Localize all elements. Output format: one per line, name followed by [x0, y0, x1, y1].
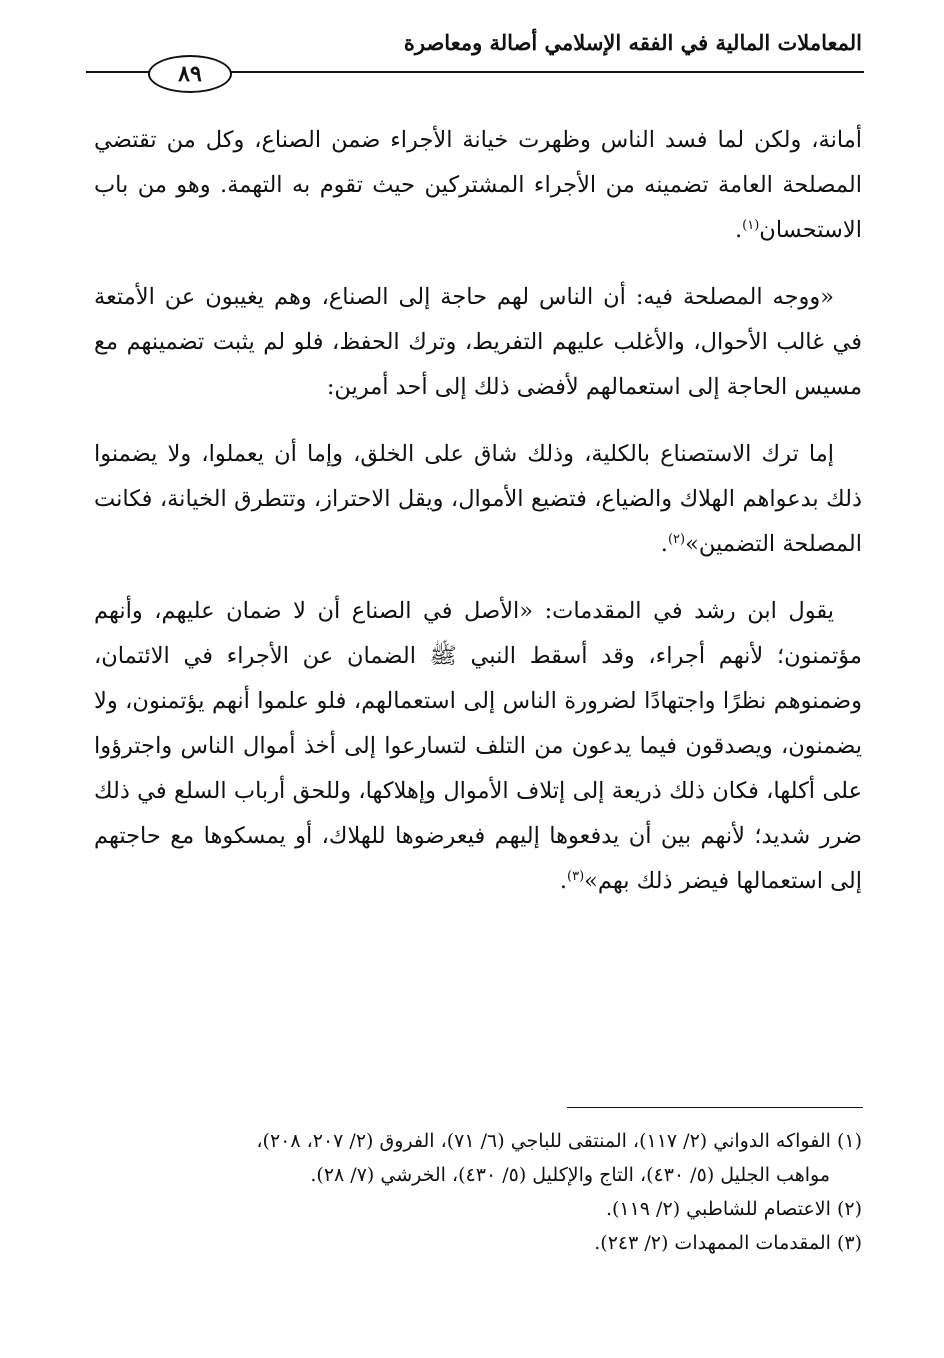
paragraph-2-text: «ووجه المصلحة فيه: أن الناس لهم حاجة إلى الصناع، وهم يغيبون عن الأمتعة في غالب الأحوال، والأغلب عليهم التفريط، وترك الحفظ، فلو لم يثبت تضمينهم مع مسيس الحاجة إلى استعمالهم لأفضى ذلك إلى أحد أمرين: [94, 284, 862, 400]
book-title: المعاملات المالية في الفقه الإسلامي أصالة ومعاصرة [403, 30, 862, 55]
footnote-1-line-1: (١) الفواكه الدواني (٢/ ١١٧)، المنتقى للباجي (٦/ ٧١)، الفروق (٢/ ٢٠٧، ٢٠٨)، [256, 1130, 862, 1152]
paragraph-4-text: يقول ابن رشد في المقدمات: «الأصل في الصناع أن لا ضمان عليهم، وأنهم مؤتمنون؛ لأنهم أجراء، وقد أسقط النبي ﷺ الضمان عن الأجراء في الائتمان، وضمنوهم نظرًا واجتهادًا لضرورة الناس إلى استعمالهم، فلو علموا أنهم يؤتمنون، ولا يضمنون، ويصدقون فيما يدعون من التلف لتسارعوا إلى أخذ أموال الناس واجترؤوا على أكلها، فكان ذلك ذريعة إلى إتلاف الأموال وإهلاكها، وللحق أرباب السلع في ذلك ضرر شديد؛ لأنهم بين أن يدفعوها إليهم فيعرضوها للهلاك، أو يمسكوها مع حاجتهم إلى استعمالها فيضر ذلك بهم» [94, 598, 862, 894]
footnote-separator [567, 1107, 863, 1108]
footnote-2: (٢) الاعتصام للشاطبي (٢/ ١١٩). [605, 1198, 862, 1220]
running-header [86, 30, 864, 100]
footnote-ref-2: (٢) [667, 532, 686, 547]
paragraph-3-period: . [660, 531, 668, 557]
paragraph-1-text: أمانة، ولكن لما فسد الناس وظهرت خيانة الأجراء ضمن الصناع، وكل من تقتضي المصلحة العامة تضمينه من الأجراء المشتركين حيث تقوم به التهمة. وهو من باب الاستحسان [94, 127, 862, 243]
paragraph-3-text: إما ترك الاستصناع بالكلية، وذلك شاق على الخلق، وإما أن يعملوا، ولا يضمنوا ذلك بدعواهم الهلاك والضياع، فتضيع الأموال، ويقل الاحتراز، وتتطرق الخيانة، فكانت المصلحة التضمين» [94, 441, 862, 557]
footnote-ref-1: (١) [742, 218, 760, 233]
paragraph-2 [94, 275, 862, 410]
footnotes [94, 1124, 862, 1260]
paragraph-3 [94, 432, 862, 567]
footnote-ref-3: (٣) [567, 869, 585, 884]
paragraph-1-period: . [735, 217, 743, 243]
paragraph-1 [94, 118, 862, 253]
footnote-3: (٣) المقدمات الممهدات (٢/ ٢٤٣). [594, 1232, 862, 1254]
footnote-1-line-2: مواهب الجليل (٥/ ٤٣٠)، التاج والإكليل (٥/ ٤٣٠)، الخرشي (٧/ ٢٨). [310, 1164, 830, 1186]
paragraph-4 [94, 589, 862, 904]
page-number: ٨٩ [148, 55, 232, 93]
paragraph-4-period: . [559, 868, 567, 894]
main-text [94, 118, 862, 926]
